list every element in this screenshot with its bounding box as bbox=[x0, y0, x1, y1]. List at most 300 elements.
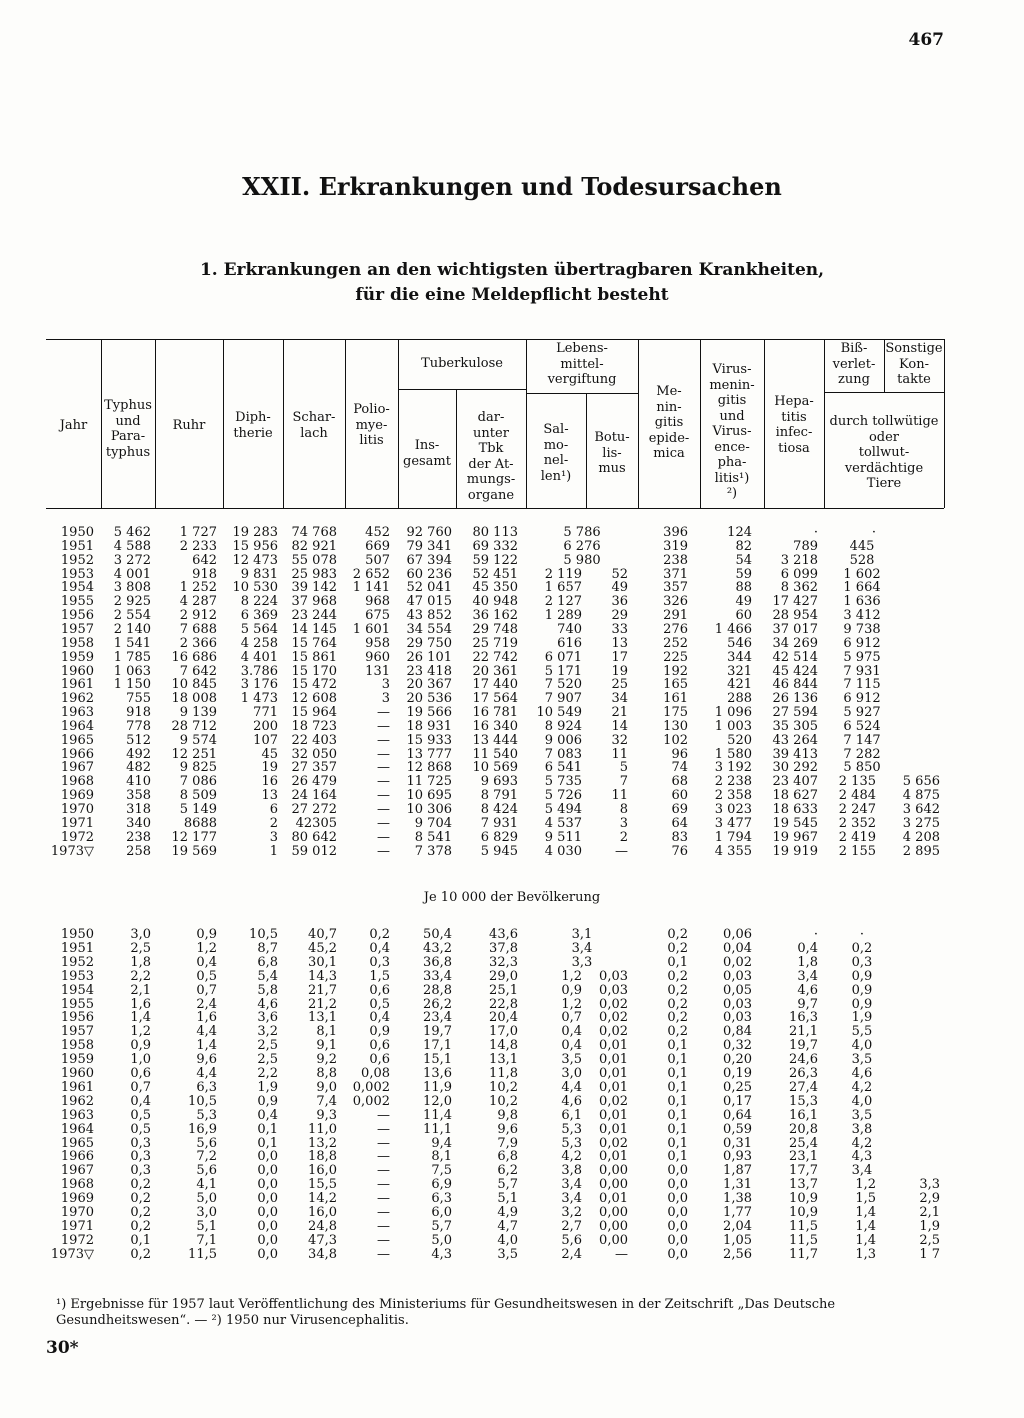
rate-cell: 6,9 bbox=[431, 1177, 452, 1193]
absolute-cell: 326 bbox=[663, 594, 688, 610]
absolute-cell: 1 150 bbox=[113, 677, 151, 693]
rate-cell: 6,0 bbox=[431, 1205, 452, 1220]
rate-cell: 0,5 bbox=[196, 968, 217, 984]
header-subrule-tbc bbox=[398, 389, 526, 390]
rate-cell: 4,6 bbox=[257, 996, 278, 1012]
rate-cell: 0,3 bbox=[130, 1135, 151, 1151]
rate-cell: 4,0 bbox=[497, 1232, 518, 1248]
absolute-cell: 3 bbox=[381, 677, 390, 693]
absolute-cell: 23 407 bbox=[772, 774, 818, 790]
absolute-cell: 19 bbox=[611, 663, 628, 679]
absolute-cell: 23 244 bbox=[291, 608, 337, 624]
rate-cell: 0,2 bbox=[130, 1246, 151, 1262]
rate-cell: 1,2 bbox=[855, 1177, 876, 1193]
rate-cell: 0,9 bbox=[561, 982, 582, 998]
absolute-cell: 107 bbox=[253, 732, 278, 748]
rate-cell: 0,1 bbox=[667, 1093, 688, 1109]
absolute-cell: 2 155 bbox=[838, 843, 876, 859]
rate-cell: 0,00 bbox=[599, 1177, 628, 1193]
absolute-cell: — bbox=[377, 815, 390, 831]
rate-cell: 3,5 bbox=[851, 1107, 873, 1123]
rate-cell: 8,1 bbox=[431, 1149, 452, 1165]
rate-cell: 0,01 bbox=[599, 1191, 628, 1207]
absolute-cell: 771 bbox=[253, 705, 278, 721]
rate-cell: 23,1 bbox=[789, 1149, 818, 1165]
rate-cell: 2,5 bbox=[919, 1232, 940, 1248]
absolute-cell: 410 bbox=[126, 774, 151, 790]
rate-cell: 2,4 bbox=[561, 1246, 582, 1262]
rate-cell: 2,7 bbox=[561, 1218, 582, 1234]
absolute-cell: 7 bbox=[619, 774, 628, 790]
rate-cell: 16,0 bbox=[308, 1163, 337, 1179]
rate-cell: 1 7 bbox=[919, 1246, 940, 1262]
rate-cell: — bbox=[377, 1107, 390, 1123]
rate-cell: 0,4 bbox=[257, 1107, 278, 1123]
absolute-cell: 15 956 bbox=[232, 538, 278, 554]
rate-cell: 0,0 bbox=[667, 1246, 688, 1262]
absolute-cell: 96 bbox=[671, 746, 688, 762]
absolute-cell: 5 bbox=[619, 760, 628, 776]
absolute-cell: 2 912 bbox=[179, 608, 217, 624]
rate-cell: 0,1 bbox=[667, 1079, 688, 1095]
rate-cell: 13,1 bbox=[308, 1010, 337, 1026]
absolute-cell: 2 bbox=[619, 829, 628, 845]
rate-cell: 3,3 bbox=[919, 1177, 940, 1193]
absolute-cell: 1965 bbox=[60, 732, 94, 748]
absolute-cell: 4 287 bbox=[179, 594, 217, 610]
absolute-cell: 32 bbox=[611, 732, 628, 748]
rate-cell: 0,00 bbox=[599, 1218, 628, 1234]
rate-cell: 10,5 bbox=[188, 1093, 217, 1109]
rate-cell: 7,2 bbox=[196, 1149, 217, 1165]
absolute-cell: 80 113 bbox=[472, 525, 518, 540]
rate-cell: 4,6 bbox=[561, 1093, 582, 1109]
absolute-cell: 17 427 bbox=[772, 594, 818, 610]
rate-cell: 0,2 bbox=[667, 968, 688, 984]
absolute-cell: 5 850 bbox=[843, 760, 881, 776]
rate-cell: 4,4 bbox=[196, 1066, 217, 1081]
rate-cell: 0,0 bbox=[257, 1246, 278, 1262]
absolute-cell: 12 473 bbox=[232, 552, 278, 568]
absolute-cell: 76 bbox=[671, 843, 688, 859]
absolute-cell: 5 786 bbox=[563, 525, 601, 540]
absolute-cell: 3 023 bbox=[714, 802, 752, 817]
rate-cell: 1,87 bbox=[723, 1163, 752, 1179]
absolute-cell: 6 276 bbox=[563, 538, 601, 554]
absolute-cell: 49 bbox=[611, 580, 628, 596]
rate-cell: 0,0 bbox=[257, 1191, 278, 1207]
rate-cell: 4,0 bbox=[851, 1038, 873, 1054]
rate-cell: — bbox=[377, 1246, 390, 1262]
rate-cell: 1,2 bbox=[130, 1024, 151, 1040]
rate-cell: 0,1 bbox=[667, 1052, 688, 1068]
absolute-cell: 46 844 bbox=[772, 677, 818, 693]
absolute-cell: 1968 bbox=[60, 774, 94, 790]
absolute-cell: 225 bbox=[663, 649, 688, 665]
rate-cell: 0,4 bbox=[130, 1093, 151, 1109]
rate-cell: 45,2 bbox=[308, 940, 337, 956]
absolute-cell: 5 927 bbox=[843, 705, 881, 721]
rate-cell: 17,0 bbox=[489, 1024, 518, 1040]
absolute-cell: 25 bbox=[611, 677, 628, 693]
absolute-cell: 8 509 bbox=[179, 788, 217, 804]
rate-cell: 3,3 bbox=[571, 954, 593, 970]
rate-cell: 0,05 bbox=[723, 982, 752, 998]
absolute-cell: 358 bbox=[126, 788, 151, 804]
absolute-cell: 22 403 bbox=[291, 732, 337, 748]
absolute-cell: — bbox=[377, 760, 390, 776]
absolute-cell: 1 664 bbox=[843, 580, 881, 596]
absolute-cell: 2 925 bbox=[113, 594, 151, 610]
absolute-cell: 1 785 bbox=[113, 649, 151, 665]
rate-cell: 5,0 bbox=[431, 1232, 452, 1248]
absolute-cell: 20 536 bbox=[406, 691, 452, 707]
absolute-cell: 200 bbox=[253, 718, 278, 734]
rate-cell: 0,7 bbox=[196, 982, 217, 998]
absolute-cell: 5 735 bbox=[544, 774, 582, 790]
rate-cell: 6,3 bbox=[431, 1191, 452, 1207]
absolute-cell: 1950 bbox=[60, 525, 94, 540]
absolute-cell: 10 569 bbox=[472, 760, 518, 776]
absolute-cell: 52 bbox=[611, 566, 628, 582]
header-column-rule bbox=[944, 339, 945, 508]
absolute-cell: 6 524 bbox=[843, 718, 881, 734]
table-title-line1: 1. Erkrankungen an den wichtigsten übertragbaren Krankheiten, bbox=[199, 260, 825, 280]
absolute-cell: 60 bbox=[671, 788, 688, 804]
rate-cell: 0,00 bbox=[599, 1163, 628, 1179]
rate-cell: 13,1 bbox=[489, 1052, 518, 1068]
rate-cell: 0,2 bbox=[667, 927, 688, 942]
header-tbc-insgesamt: Ins- gesamt bbox=[403, 438, 451, 469]
rate-cell: 18,8 bbox=[308, 1149, 337, 1165]
absolute-cell: 9 511 bbox=[544, 829, 582, 845]
rate-cell: 0,03 bbox=[599, 968, 628, 984]
absolute-cell: 36 162 bbox=[472, 608, 518, 624]
absolute-cell: 19 566 bbox=[406, 705, 452, 721]
rate-cell: 0,9 bbox=[851, 968, 873, 984]
rate-cell: 4,3 bbox=[431, 1246, 452, 1262]
rate-cell: 2,04 bbox=[723, 1218, 752, 1234]
rate-cell: 1,4 bbox=[196, 1038, 217, 1054]
rate-cell: 1,5 bbox=[369, 968, 390, 984]
rate-cell: 0,01 bbox=[599, 1066, 628, 1081]
rate-cell: 1956 bbox=[60, 1010, 94, 1026]
rate-cell: 6,1 bbox=[561, 1107, 582, 1123]
absolute-cell: 1953 bbox=[60, 566, 94, 582]
absolute-cell: 10 845 bbox=[171, 677, 217, 693]
absolute-cell: 59 bbox=[735, 566, 752, 582]
rate-cell: 11,5 bbox=[789, 1218, 818, 1234]
absolute-cell: 528 bbox=[849, 552, 875, 568]
absolute-cell: 321 bbox=[727, 663, 752, 679]
rate-cell: 0,9 bbox=[130, 1038, 151, 1054]
absolute-cell: — bbox=[615, 843, 628, 859]
absolute-cell: 88 bbox=[735, 580, 752, 596]
rate-cell: 0,01 bbox=[599, 1121, 628, 1137]
absolute-cell: 7 642 bbox=[179, 663, 217, 679]
rate-cell: 0,0 bbox=[667, 1232, 688, 1248]
rate-cell: 16,1 bbox=[789, 1107, 818, 1123]
rate-cell: 11,8 bbox=[489, 1066, 518, 1081]
rate-cell: 50,4 bbox=[423, 927, 452, 942]
rate-cell: 0,84 bbox=[723, 1024, 752, 1040]
absolute-cell: 124 bbox=[727, 525, 752, 540]
rate-cell: 0,2 bbox=[667, 1010, 688, 1026]
absolute-cell: 789 bbox=[793, 538, 818, 554]
rate-cell: 14,8 bbox=[489, 1038, 518, 1054]
absolute-cell: 15 964 bbox=[291, 705, 337, 721]
page-number: 467 bbox=[908, 30, 944, 50]
absolute-cell: 4 588 bbox=[113, 538, 151, 554]
rate-cell: 5,3 bbox=[561, 1121, 582, 1137]
absolute-cell: 7 931 bbox=[480, 815, 518, 831]
absolute-cell: 16 340 bbox=[472, 718, 518, 734]
absolute-cell: 13 bbox=[261, 788, 278, 804]
absolute-cell: 2 419 bbox=[838, 829, 876, 845]
absolute-cell: 8 bbox=[619, 802, 628, 817]
absolute-cell: 37 017 bbox=[772, 621, 818, 637]
rate-cell: 0,31 bbox=[723, 1135, 752, 1151]
absolute-cell: 238 bbox=[126, 829, 151, 845]
rate-cell: 9,0 bbox=[316, 1079, 337, 1095]
absolute-cell: 1971 bbox=[60, 815, 94, 831]
absolute-cell: 755 bbox=[126, 691, 151, 707]
header-lebensmittel: Lebens- mittel- vergiftung bbox=[547, 341, 617, 387]
rate-cell: 0,2 bbox=[369, 927, 390, 942]
absolute-cell: 45 bbox=[261, 746, 278, 762]
absolute-cell: 445 bbox=[849, 538, 875, 554]
absolute-cell: 1954 bbox=[60, 580, 94, 596]
absolute-cell: 1969 bbox=[60, 788, 94, 804]
absolute-cell: 10 306 bbox=[406, 802, 452, 817]
absolute-cell: 1961 bbox=[60, 677, 94, 693]
absolute-cell: 82 bbox=[735, 538, 752, 554]
rate-cell: 6,2 bbox=[497, 1163, 518, 1179]
absolute-cell: 1 657 bbox=[544, 580, 582, 596]
rate-cell: 30,1 bbox=[308, 954, 337, 970]
absolute-cell: 2 119 bbox=[544, 566, 582, 582]
rate-cell: 27,4 bbox=[789, 1079, 818, 1095]
absolute-cell: 82 921 bbox=[291, 538, 337, 554]
rate-cell: 0,4 bbox=[797, 940, 818, 956]
absolute-cell: 3 642 bbox=[902, 802, 940, 817]
rate-cell: — bbox=[377, 1149, 390, 1165]
rate-cell: 1961 bbox=[60, 1079, 94, 1095]
section-label-rates: Je 10 000 der Bevölkerung bbox=[423, 890, 601, 905]
absolute-cell: 958 bbox=[365, 635, 390, 651]
rate-cell: 3,4 bbox=[851, 1163, 873, 1179]
absolute-cell: 3 412 bbox=[843, 608, 881, 624]
absolute-cell: 1962 bbox=[60, 691, 94, 707]
absolute-cell: 23 418 bbox=[406, 663, 452, 679]
rate-cell: 0,1 bbox=[130, 1232, 151, 1248]
absolute-cell: 3 275 bbox=[902, 815, 940, 831]
absolute-cell: 7 282 bbox=[843, 746, 881, 762]
rate-cell: 3,8 bbox=[561, 1163, 582, 1179]
absolute-cell: 74 bbox=[671, 760, 688, 776]
rate-cell: 1971 bbox=[60, 1218, 94, 1234]
absolute-cell: 1 bbox=[269, 843, 278, 859]
absolute-cell: 45 424 bbox=[772, 663, 818, 679]
absolute-cell: 14 145 bbox=[291, 621, 337, 637]
absolute-cell: 64 bbox=[671, 815, 688, 831]
rate-cell: 0,1 bbox=[667, 1121, 688, 1137]
absolute-cell: 18 723 bbox=[291, 718, 337, 734]
absolute-cell: 16 781 bbox=[472, 705, 518, 721]
absolute-cell: 47 015 bbox=[406, 594, 452, 610]
rate-cell: 0,0 bbox=[257, 1205, 278, 1220]
rate-cell: 1962 bbox=[60, 1093, 94, 1109]
rate-cell: 1953 bbox=[60, 968, 94, 984]
absolute-cell: 40 948 bbox=[472, 594, 518, 610]
absolute-cell: 60 bbox=[735, 608, 752, 624]
absolute-cell: 1973▽ bbox=[50, 843, 94, 859]
absolute-cell: 2 238 bbox=[714, 774, 752, 790]
absolute-cell: 3 bbox=[381, 691, 390, 707]
absolute-cell: 1 466 bbox=[714, 621, 752, 637]
rate-cell: 3,5 bbox=[561, 1052, 582, 1068]
absolute-cell: 2 554 bbox=[113, 608, 151, 624]
rate-cell: 0,7 bbox=[561, 1010, 582, 1026]
absolute-cell: 1 727 bbox=[179, 525, 217, 540]
absolute-cell: 512 bbox=[126, 732, 151, 748]
absolute-cell: 28 954 bbox=[772, 608, 818, 624]
absolute-cell: 492 bbox=[126, 746, 151, 762]
absolute-cell: 25 983 bbox=[291, 566, 337, 582]
absolute-cell: 3 808 bbox=[113, 580, 151, 596]
rate-cell: 3,5 bbox=[497, 1246, 518, 1262]
absolute-cell: 344 bbox=[727, 649, 752, 665]
rate-cell: 6,3 bbox=[196, 1079, 217, 1095]
absolute-cell: 29 748 bbox=[472, 621, 518, 637]
rate-cell: 0,02 bbox=[599, 1093, 628, 1109]
absolute-cell: 54 bbox=[735, 552, 752, 568]
rate-cell: 0,1 bbox=[667, 1038, 688, 1054]
rate-cell: 4,2 bbox=[851, 1135, 873, 1151]
absolute-cell: 27 272 bbox=[291, 802, 337, 817]
absolute-cell: 130 bbox=[663, 718, 688, 734]
rate-cell: 0,4 bbox=[369, 940, 390, 956]
absolute-cell: — bbox=[377, 829, 390, 845]
absolute-cell: 35 305 bbox=[772, 718, 818, 734]
table-header-rule bbox=[46, 508, 944, 509]
rate-cell: 8,1 bbox=[316, 1024, 337, 1040]
rate-cell: 13,6 bbox=[423, 1066, 452, 1081]
rate-cell: 6,8 bbox=[257, 954, 278, 970]
absolute-cell: 5 149 bbox=[179, 802, 217, 817]
absolute-cell: 6 369 bbox=[240, 608, 278, 624]
rate-cell: 1967 bbox=[60, 1163, 94, 1179]
rate-cell: 0,0 bbox=[667, 1205, 688, 1220]
rate-cell: 16,3 bbox=[789, 1010, 818, 1026]
absolute-cell: 2 233 bbox=[179, 538, 217, 554]
absolute-cell: 15 764 bbox=[291, 635, 337, 651]
rate-cell: 40,7 bbox=[308, 927, 337, 942]
absolute-cell: 276 bbox=[663, 621, 688, 637]
rate-cell: 7,5 bbox=[431, 1163, 452, 1179]
rate-cell: 0,4 bbox=[369, 1010, 390, 1026]
absolute-cell: 42305 bbox=[295, 815, 337, 831]
absolute-cell: 3 477 bbox=[714, 815, 752, 831]
rate-cell: 0,32 bbox=[723, 1038, 752, 1054]
rate-cell: · bbox=[859, 927, 865, 942]
rate-cell: 11,0 bbox=[308, 1121, 337, 1137]
sheet-signature: 30* bbox=[46, 1338, 79, 1358]
rate-cell: 1951 bbox=[60, 940, 94, 956]
absolute-cell: 1 096 bbox=[714, 705, 752, 721]
rate-cell: 0,0 bbox=[667, 1177, 688, 1193]
rate-cell: 0,6 bbox=[369, 1052, 390, 1068]
rate-cell: 0,64 bbox=[723, 1107, 752, 1123]
absolute-cell: 161 bbox=[663, 691, 688, 707]
absolute-cell: 59 122 bbox=[472, 552, 518, 568]
rate-cell: 2,1 bbox=[130, 982, 151, 998]
absolute-cell: 6 912 bbox=[843, 635, 881, 651]
rate-cell: 0,6 bbox=[369, 1038, 390, 1054]
rate-cell: · bbox=[813, 927, 818, 942]
rate-cell: 3,4 bbox=[561, 1191, 582, 1207]
rate-cell: 1,05 bbox=[723, 1232, 752, 1248]
rate-cell: 0,0 bbox=[257, 1218, 278, 1234]
absolute-cell: 37 968 bbox=[291, 594, 337, 610]
absolute-cell: 165 bbox=[663, 677, 688, 693]
rate-cell: 0,6 bbox=[130, 1066, 151, 1081]
absolute-cell: 79 341 bbox=[406, 538, 452, 554]
rate-cell: 0,1 bbox=[667, 1107, 688, 1123]
absolute-cell: 1955 bbox=[60, 594, 94, 610]
rate-cell: 1,4 bbox=[855, 1232, 876, 1248]
absolute-cell: 33 bbox=[611, 621, 628, 637]
header-biss: Biß- verlet- zung bbox=[832, 341, 876, 387]
rate-cell: 0,00 bbox=[599, 1205, 628, 1220]
rate-cell: — bbox=[377, 1218, 390, 1234]
rate-cell: 0,2 bbox=[667, 1024, 688, 1040]
rate-cell: 1,2 bbox=[561, 968, 582, 984]
absolute-cell: 20 361 bbox=[472, 663, 518, 679]
absolute-cell: 642 bbox=[192, 552, 217, 568]
absolute-cell: 10 549 bbox=[536, 705, 582, 721]
rate-cell: 26,2 bbox=[423, 996, 452, 1012]
absolute-cell: 740 bbox=[557, 621, 582, 637]
rate-cell: 5,6 bbox=[196, 1163, 217, 1179]
absolute-cell: 55 078 bbox=[291, 552, 337, 568]
rate-cell: 0,0 bbox=[257, 1232, 278, 1248]
absolute-cell: 918 bbox=[126, 705, 151, 721]
absolute-cell: 5 975 bbox=[843, 649, 881, 665]
rate-cell: 1972 bbox=[60, 1232, 94, 1248]
rate-cell: 1959 bbox=[60, 1052, 94, 1068]
header-typhus: Typhus und Para- typhus bbox=[104, 398, 152, 460]
rate-cell: 5,7 bbox=[497, 1177, 518, 1193]
rate-cell: 0,1 bbox=[257, 1121, 278, 1137]
absolute-cell: 8688 bbox=[183, 815, 217, 831]
rate-cell: 3,6 bbox=[257, 1010, 278, 1026]
absolute-cell: 8 362 bbox=[780, 580, 818, 596]
absolute-cell: 6 829 bbox=[480, 829, 518, 845]
absolute-cell: 13 bbox=[611, 635, 628, 651]
absolute-cell: 67 394 bbox=[406, 552, 452, 568]
rate-cell: 9,3 bbox=[316, 1107, 337, 1123]
absolute-cell: 29 750 bbox=[406, 635, 452, 651]
absolute-cell: 252 bbox=[663, 635, 688, 651]
rate-cell: 4,7 bbox=[497, 1218, 518, 1234]
rate-cell: 0,04 bbox=[723, 940, 752, 956]
absolute-cell: 1967 bbox=[60, 760, 94, 776]
absolute-cell: 2 652 bbox=[352, 566, 390, 582]
rate-cell: 1958 bbox=[60, 1038, 94, 1054]
rate-cell: 1,77 bbox=[723, 1205, 752, 1220]
rate-cell: 1,3 bbox=[855, 1246, 876, 1262]
